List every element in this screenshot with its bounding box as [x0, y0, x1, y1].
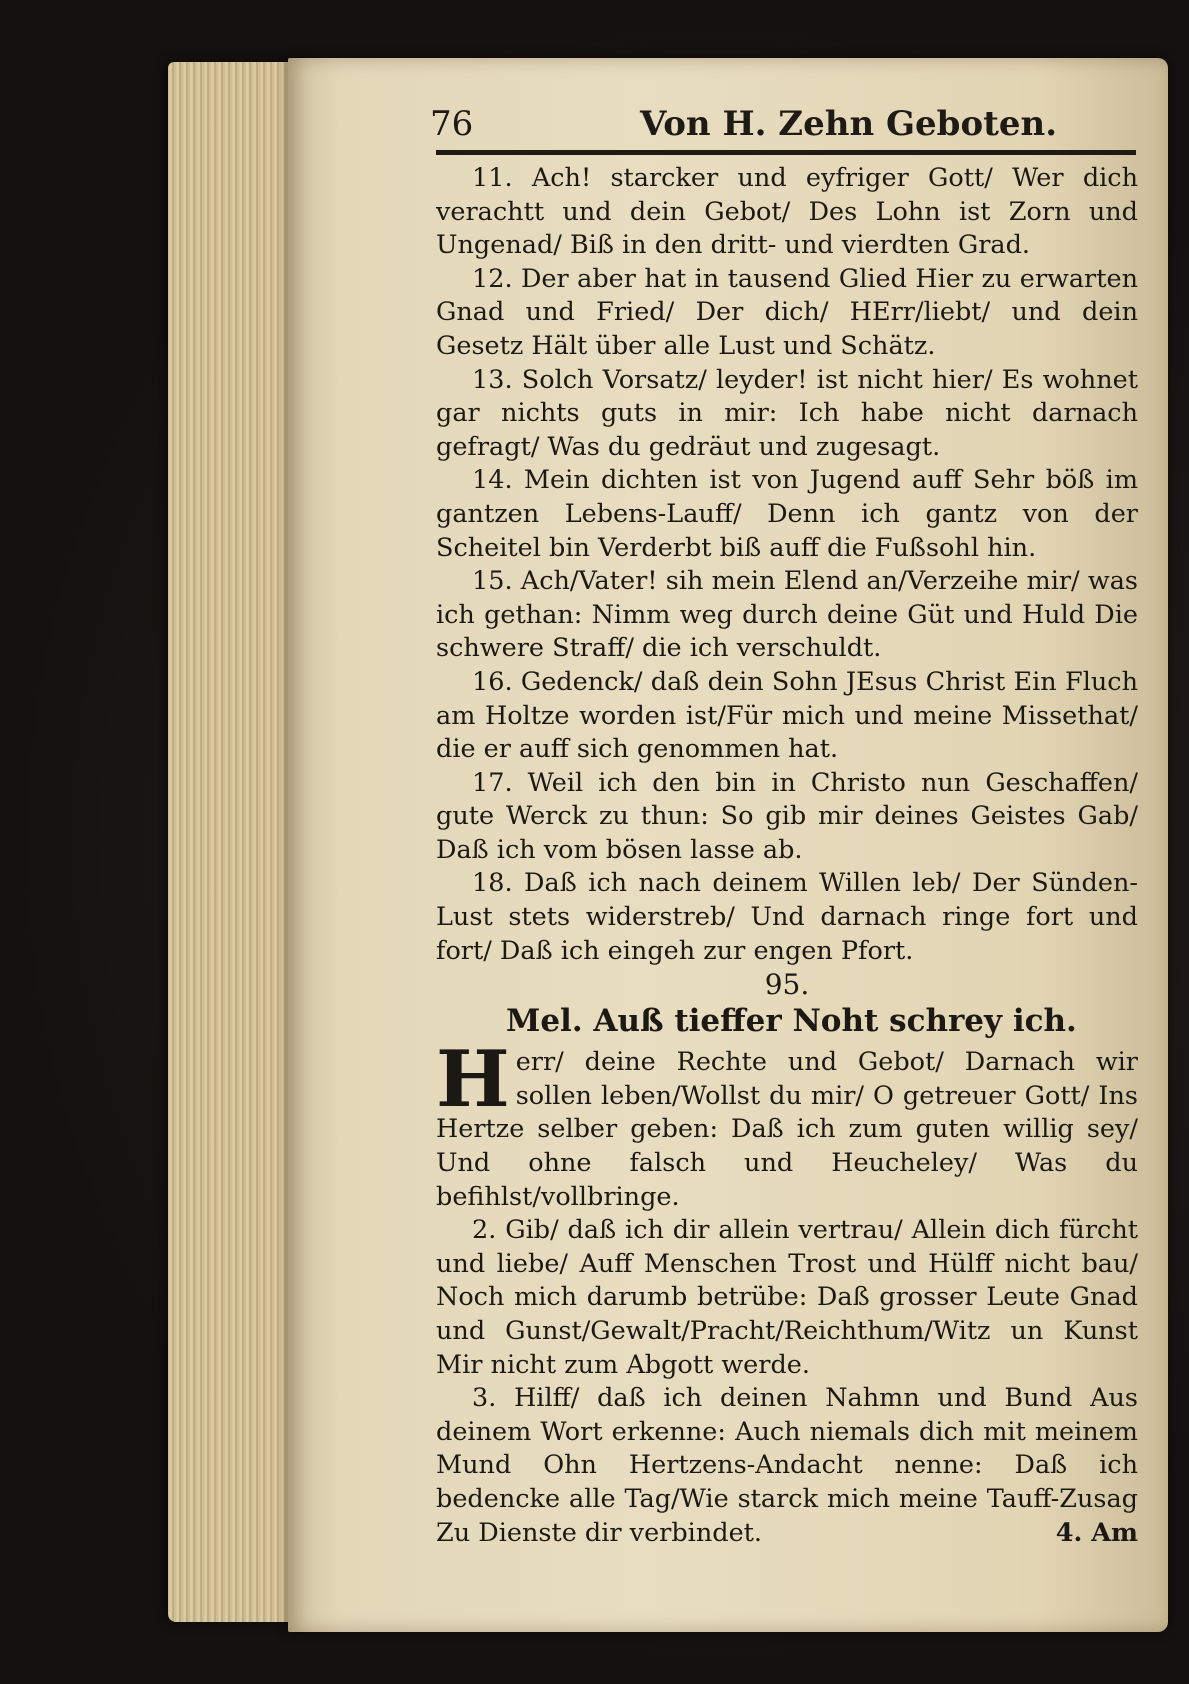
page-header [430, 104, 1130, 154]
hymn-verse-2: 2. Gib/ daß ich dir allein vertrau/ Allein dich fürcht und liebe/ Auff Menschen Trost und Hülff nicht bau/ Noch mich darumb betrübe: Daß grosser Leute Gnad und Gunst/Gewalt/Pracht/Reichthum/Witz un Kunst Mir nicht zum Abgott werde. [436, 1215, 1138, 1380]
hymn-verse-1-text: err/ deine Rechte und Gebot/ Darnach wir sollen leben/Wollst du mir/ O getreuer Gott/ Ins Hertze selber geben: Daß ich zum guten willig sey/ Und ohne falsch und Heucheley/ Was du befihlst/vollbringe. [436, 1047, 1138, 1212]
verse-15: 15. Ach/Vater! sih mein Elend an/Verzeihe mir/ was ich gethan: Nimm weg durch deine Güt und Huld Die schwere Straff/ die ich verschuldt. [436, 566, 1138, 664]
header-rule [436, 150, 1136, 155]
verse-11: 11. Ach! starcker und eyfriger Gott/ Wer dich verachtt und dein Gebot/ Des Lohn ist Zorn und Ungenad/ Biß in den dritt- und vierdten Grad. [436, 163, 1138, 261]
page-edges [168, 62, 308, 1622]
running-head: Von H. Zehn Geboten. [640, 104, 1058, 144]
hymn-melody: Mel. Auß tieffer Noht schrey ich. [506, 1003, 1077, 1040]
verse-12: 12. Der aber hat in tausend Glied Hier zu erwarten Gnad und Fried/ Der dich/ HErr/liebt/ und dein Gesetz Hält über alle Lust und Schätz. [436, 263, 1138, 361]
verse-13: 13. Solch Vorsatz/ leyder! ist nicht hier/ Es wohnet gar nichts guts in mir: Ich habe nicht darnach gefragt/ Was du gedräut und zugesagt. [436, 364, 1138, 462]
drop-initial: H [436, 1034, 510, 1126]
catchword: 4. Am [1055, 1517, 1138, 1548]
verse-17: 17. Weil ich den bin in Christo nun Geschaffen/ gute Werck zu thun: So gib mir deines Geistes Gab/ Daß ich vom bösen lasse ab. [436, 767, 1138, 865]
verse-16: 16. Gedenck/ daß dein Sohn JEsus Christ Ein Fluch am Holtze worden ist/Für mich und meine Missethat/ die er auff sich genommen hat. [436, 666, 1138, 765]
verse-14: 14. Mein dichten ist von Jugend auff Sehr böß im gantzen Lebens-Lauff/ Denn ich gantz von der Scheitel bin Verderbt biß auff die Fußsohl hin. [436, 465, 1138, 563]
page-number: 76 [430, 104, 474, 144]
hymn-verse-1 [436, 1034, 1138, 1214]
text-block [436, 162, 1138, 1576]
verse-18: 18. Daß ich nach deinem Willen leb/ Der Sünden-Lust stets widerstreb/ Und darnach ringe fort und fort/ Daß ich eingeh zur engen Pfort. [436, 868, 1138, 966]
hymn-number: 95. [764, 968, 810, 1002]
hymn-verse-3: 3. Hilff/ daß ich deinen Nahmn und Bund Aus deinem Wort erkenne: Auch niemals dich mit meinem Mund Ohn Hertzens-Andacht nenne: Daß ich bedencke alle Tag/Wie starck mich meine Tauff-Zusag Zu Dienste dir verbindet. [436, 1383, 1138, 1548]
